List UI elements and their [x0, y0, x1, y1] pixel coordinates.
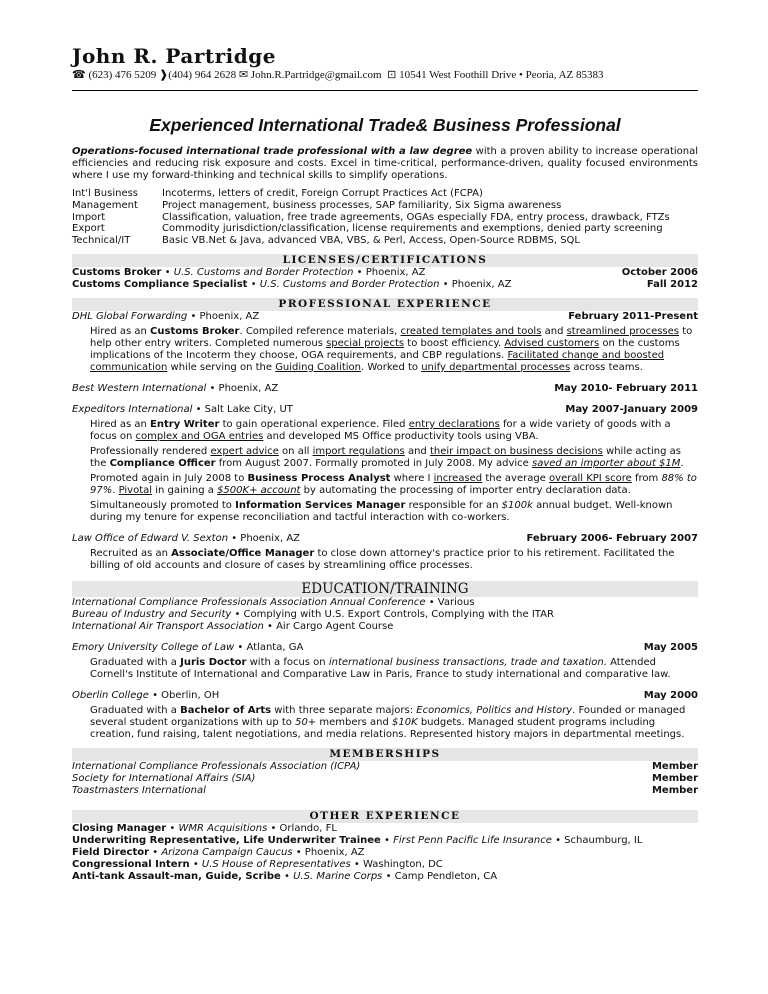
other-experience-heading: OTHER EXPERIENCE: [72, 810, 698, 823]
skill-category: Technical/IT: [72, 235, 131, 247]
summary-lead: Operations-focused international trade professional with a law degree: [72, 146, 473, 157]
employer-name: Expeditors International: [72, 403, 193, 415]
phone-primary: (623) 476 5209: [88, 69, 157, 81]
license-location: • Phoenix, AZ: [442, 278, 512, 290]
job-header-best-western: [72, 383, 698, 395]
job-description: Hired as an Entry Writer to gain operational experience. Filed entry declarations for a wide variety of goods with a focus on complex and OGA entries and developed MS Office productivity tools using VBA.: [90, 418, 671, 442]
license-org: U.S. Customs and Border Protection: [173, 266, 354, 278]
job-header-dhl: [72, 311, 698, 323]
skills-row: [72, 200, 670, 212]
summary: [72, 146, 698, 182]
phone-secondary: (404) 964 2628: [168, 69, 237, 81]
job-dates: May 2010- February 2011: [554, 382, 698, 394]
memberships-heading: MEMBERSHIPS: [72, 748, 698, 761]
membership-item: International Compliance Professionals Association (ICPA) Member: [72, 760, 698, 772]
other-experience-item: Underwriting Representative, Life Underwriter Trainee • First Penn Pacific Life Insurance • Schaumburg, IL: [72, 834, 643, 846]
license-date: Fall 2012: [646, 278, 698, 290]
training-item: International Compliance Professionals Association Annual Conference • Various: [72, 596, 475, 608]
skill-detail: Incoterms, letters of credit, Foreign Corrupt Practices Act (FCPA): [162, 188, 483, 199]
envelope-icon: ✉: [238, 69, 249, 81]
school-header-emory: [72, 642, 698, 654]
employer-location: • Phoenix, AZ: [190, 310, 260, 322]
school-location: • Oberlin, OH: [152, 689, 220, 701]
employer-name: Law Office of Edward V. Sexton: [72, 532, 229, 544]
employer-name: Best Western International: [72, 382, 207, 394]
skills-row: [72, 223, 670, 235]
skill-category: Int'l Business: [72, 188, 139, 199]
skill-detail: Basic VB.Net & Java, advanced VBA, VBS, & Perl, Access, Open-Source RDBMS, SQL: [162, 235, 581, 247]
job-dates: February 2006- February 2007: [526, 532, 698, 544]
license-item: Customs Broker • U.S. Customs and Border Protection • Phoenix, AZ October 2006: [72, 266, 698, 278]
summary-text: with a proven ability to increase operational efficiencies and reducing risk exposure and costs. Excel in time-critical, performance-driven, quality focused environments where I use my forward-thinking and technical skills to simplify operations.: [72, 146, 698, 181]
skill-detail: Commodity jurisdiction/classification, license requirements and exemptions, denied party screening: [162, 223, 663, 235]
resume-page: [72, 44, 698, 883]
mobile-phone-icon: ❱: [159, 69, 169, 81]
candidate-name: John R. Partridge: [72, 44, 276, 68]
school-description: Graduated with a Juris Doctor with a focus on international business transactions, trade and taxation. Attended Cornell's Institute of International and Comparative Law in Paris, France to study international and comparative law.: [90, 656, 671, 680]
school-name: Oberlin College: [72, 689, 149, 701]
skill-category: Import: [72, 211, 106, 223]
postal-address: 10541 West Foothill Drive • Peoria, AZ 85383: [399, 69, 604, 81]
job-header-sexton: [72, 533, 698, 545]
skills-table: [72, 188, 670, 247]
skill-detail: Classification, valuation, free trade agreements, OGAs especially FDA, entry process, drawback, FTZs: [162, 211, 670, 223]
skill-category: Export: [72, 223, 105, 235]
graduation-date: May 2000: [643, 689, 698, 701]
job-description: Professionally rendered expert advice on all import regulations and their impact on business decisions while acting as the Compliance Officer from August 2007. Formally promoted in July 2008. My advice saved an importer about $1M.: [90, 445, 684, 469]
skills-row: [72, 235, 670, 247]
job-description: Recruited as an Associate/Office Manager to close down attorney's practice prior to his retirement. Facilitated the billing of old accounts and closure of cases by streamlining office processes.: [90, 547, 675, 571]
school-location: • Atlanta, GA: [237, 641, 304, 653]
licenses-heading: LICENSES/CERTIFICATIONS: [72, 254, 698, 267]
graduation-date: May 2005: [643, 641, 698, 653]
employer-location: • Phoenix, AZ: [231, 532, 301, 544]
skill-category: Management: [72, 199, 138, 211]
email-address: John.R.Partridge@gmail.com: [250, 69, 382, 81]
training-item: Bureau of Industry and Security • Complying with U.S. Export Controls, Complying with the ITAR: [72, 608, 554, 620]
skill-detail: Project management, business processes, SAP familiarity, Six Sigma awareness: [162, 199, 562, 211]
job-description: Hired as an Customs Broker. Compiled reference materials, created templates and tools and streamlined processes to help other entry writers. Completed numerous special projects to boost efficiency. Advised customers on the customs implications of the Incoterm they choose, OGA requirements, and CBP regulations. Facilitated change and boosted communication while serving on the Guiding Coalition. Worked to unify departmental processes across teams.: [90, 325, 693, 373]
other-experience-item: Closing Manager • WMR Acquisitions • Orlando, FL: [72, 822, 337, 834]
other-experience-item: Field Director • Arizona Campaign Caucus • Phoenix, AZ: [72, 846, 365, 858]
contact-line: [72, 68, 698, 82]
education-heading: EDUCATION/TRAINING: [72, 581, 698, 597]
license-title: Customs Compliance Specialist: [72, 278, 248, 290]
other-experience-item: Congressional Intern • U.S House of Representatives • Washington, DC: [72, 858, 443, 870]
job-description: Simultaneously promoted to Information Services Manager responsible for an $100k annual budget. Well-known during my tenure for expense reconciliation and tactful interaction with co-workers.: [90, 499, 673, 523]
license-date: October 2006: [621, 266, 698, 278]
employer-name: DHL Global Forwarding: [72, 310, 188, 322]
membership-item: Society for International Affairs (SIA) Member: [72, 772, 698, 784]
job-dates: February 2011-Present: [568, 310, 698, 322]
job-header-expeditors: [72, 404, 698, 416]
license-item: Customs Compliance Specialist • U.S. Customs and Border Protection • Phoenix, AZ Fall 2012: [72, 278, 698, 290]
license-title: Customs Broker: [72, 266, 162, 278]
other-experience-item: Anti-tank Assault-man, Guide, Scribe • U.S. Marine Corps • Camp Pendleton, CA: [72, 870, 498, 882]
headline: Experienced International Trade& Business Professional: [149, 115, 621, 135]
header-divider: [72, 90, 698, 91]
skills-row: [72, 188, 670, 200]
mailbox-icon: ⊡: [387, 69, 397, 81]
license-location: • Phoenix, AZ: [356, 266, 426, 278]
license-org: U.S. Customs and Border Protection: [259, 278, 440, 290]
school-header-oberlin: [72, 690, 698, 702]
school-name: Emory University College of Law: [72, 641, 235, 653]
training-item: International Air Transport Association • Air Cargo Agent Course: [72, 620, 394, 632]
employer-location: • Phoenix, AZ: [209, 382, 279, 394]
job-description: Promoted again in July 2008 to Business Process Analyst where I increased the average overall KPI score from 88% to 97%. Pivotal in gaining a $500K+ account by automating the processing of importer entry declaration data.: [90, 472, 697, 496]
employer-location: • Salt Lake City, UT: [195, 403, 293, 415]
skills-row: [72, 212, 670, 224]
membership-item: Toastmasters International Member: [72, 784, 698, 796]
telephone-icon: ☎: [72, 69, 86, 81]
job-dates: May 2007-January 2009: [565, 403, 698, 415]
experience-heading: PROFESSIONAL EXPERIENCE: [72, 298, 698, 311]
school-description: Graduated with a Bachelor of Arts with three separate majors: Economics, Politics and History. Founded or managed several student organizations with up to 50+ members and $10K budgets. Managed student programs including creation, fund raising, talent negotiations, and media relations. Represented history majors in departmental meetings.: [90, 704, 686, 740]
